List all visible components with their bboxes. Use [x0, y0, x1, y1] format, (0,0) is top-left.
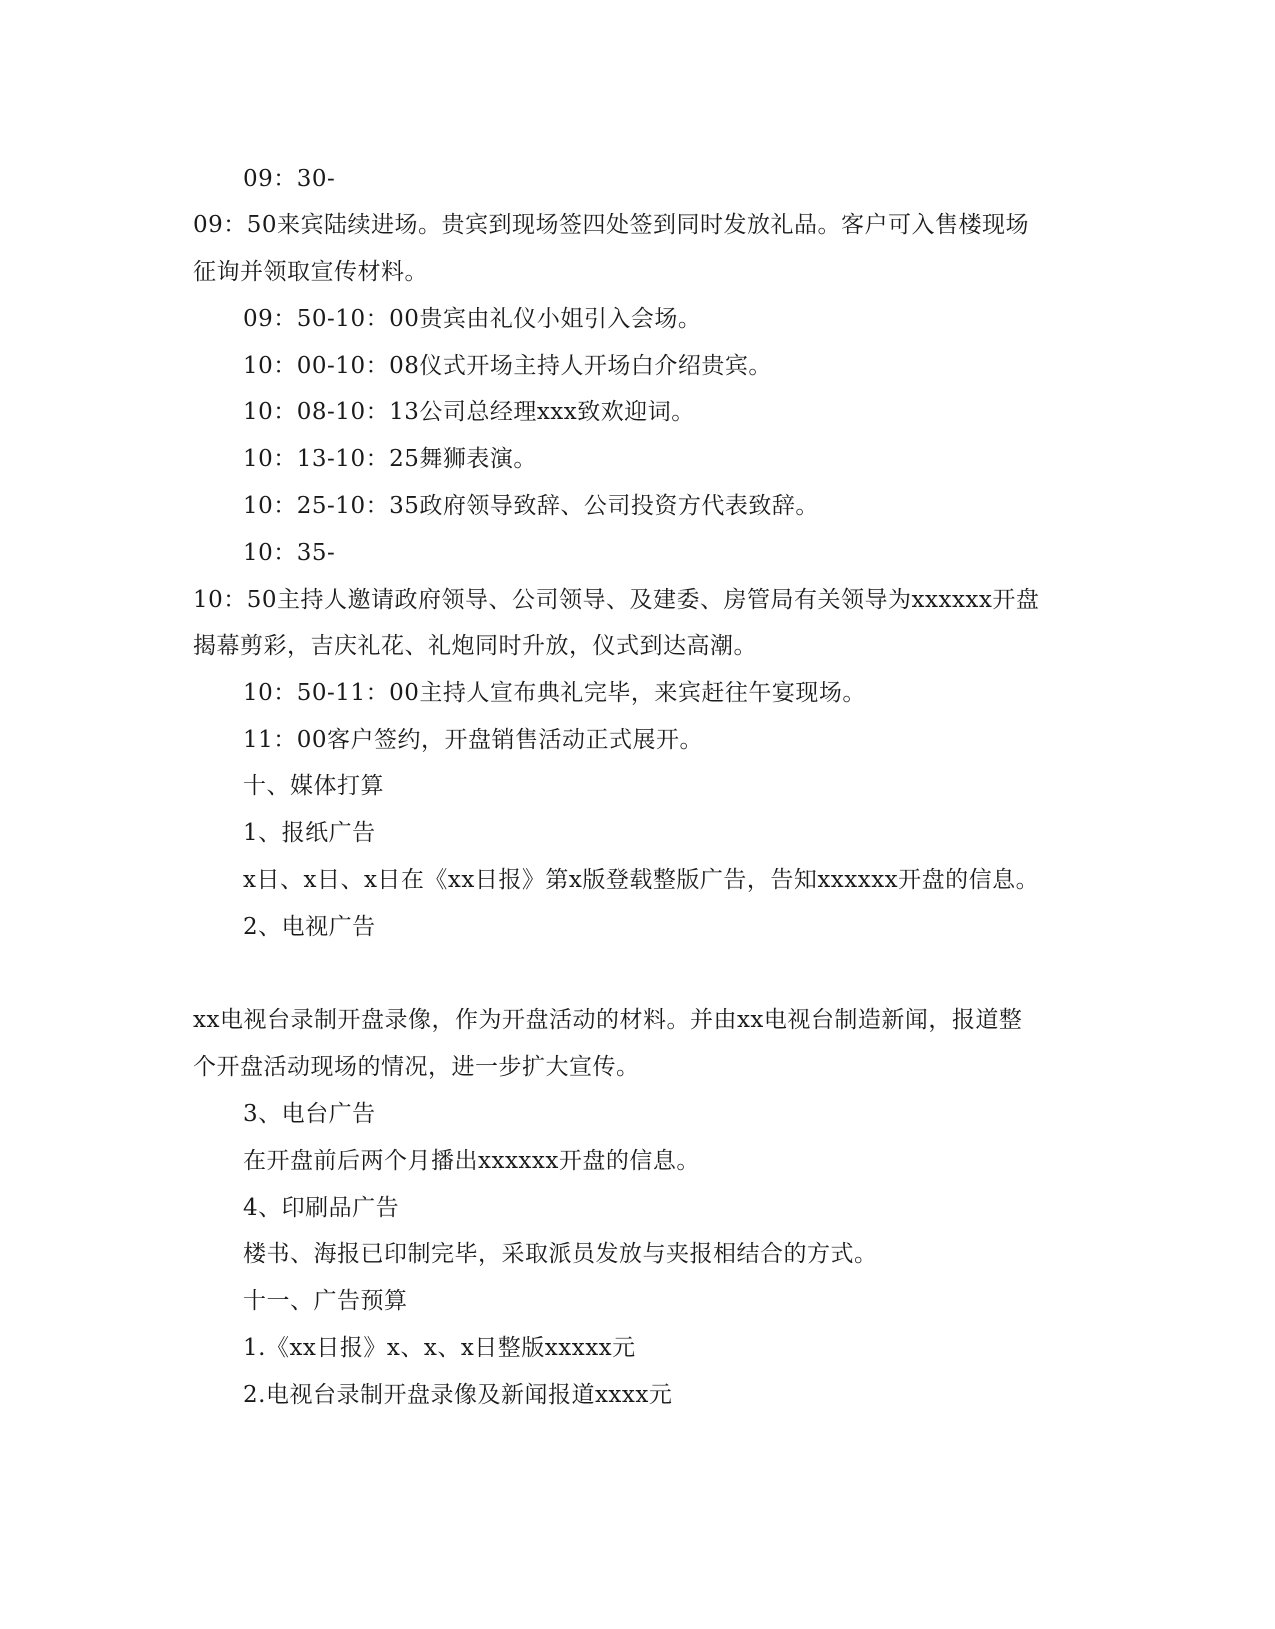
subsection-heading: 3、电台广告 — [243, 1101, 376, 1127]
text-line: xx电视台录制开盘录像，作为开盘活动的材料。并由xx电视台制造新闻，报道整 — [193, 1007, 1023, 1033]
budget-item: 2.电视台录制开盘录像及新闻报道xxxx元 — [243, 1382, 673, 1408]
section-heading: 十、媒体打算 — [243, 773, 384, 799]
text-line: 10：00-10：08仪式开场主持人开场白介绍贵宾。 — [243, 353, 772, 379]
text-line: x日、x日、x日在《xx日报》第x版登载整版广告，告知xxxxxx开盘的信息。 — [243, 867, 1040, 893]
text-line: 09：50-10：00贵宾由礼仪小姐引入会场。 — [243, 306, 702, 332]
text-line: 10：50-11：00主持人宣布典礼完毕，来宾赶往午宴现场。 — [243, 680, 866, 706]
budget-item: 1.《xx日报》x、x、x日整版xxxxx元 — [243, 1335, 636, 1361]
text-line: 10：25-10：35政府领导致辞、公司投资方代表致辞。 — [243, 493, 819, 519]
text-line: 09：50来宾陆续进场。贵宾到现场签四处签到同时发放礼品。客户可入售楼现场 — [193, 212, 1030, 238]
section-heading: 十一、广告预算 — [243, 1288, 408, 1314]
text-line: 10：35- — [243, 540, 336, 566]
text-line: 09：30- — [243, 166, 336, 192]
text-line: 11：00客户签约，开盘销售活动正式展开。 — [243, 727, 704, 753]
subsection-heading: 2、电视广告 — [243, 914, 376, 940]
text-line: 10：50主持人邀请政府领导、公司领导、及建委、房管局有关领导为xxxxxx开盘 — [193, 587, 1040, 613]
text-line: 楼书、海报已印制完毕，采取派员发放与夹报相结合的方式。 — [243, 1241, 878, 1267]
text-line: 10：08-10：13公司总经理xxx致欢迎词。 — [243, 399, 695, 425]
text-line: 征询并领取宣传材料。 — [193, 259, 428, 285]
text-line: 揭幕剪彩，吉庆礼花、礼炮同时升放，仪式到达高潮。 — [193, 633, 757, 659]
subsection-heading: 4、印刷品广告 — [243, 1195, 400, 1221]
text-line: 在开盘前后两个月播出xxxxxx开盘的信息。 — [243, 1148, 700, 1174]
text-line: 个开盘活动现场的情况，进一步扩大宣传。 — [193, 1054, 640, 1080]
text-line: 10：13-10：25舞狮表演。 — [243, 446, 537, 472]
subsection-heading: 1、报纸广告 — [243, 820, 376, 846]
